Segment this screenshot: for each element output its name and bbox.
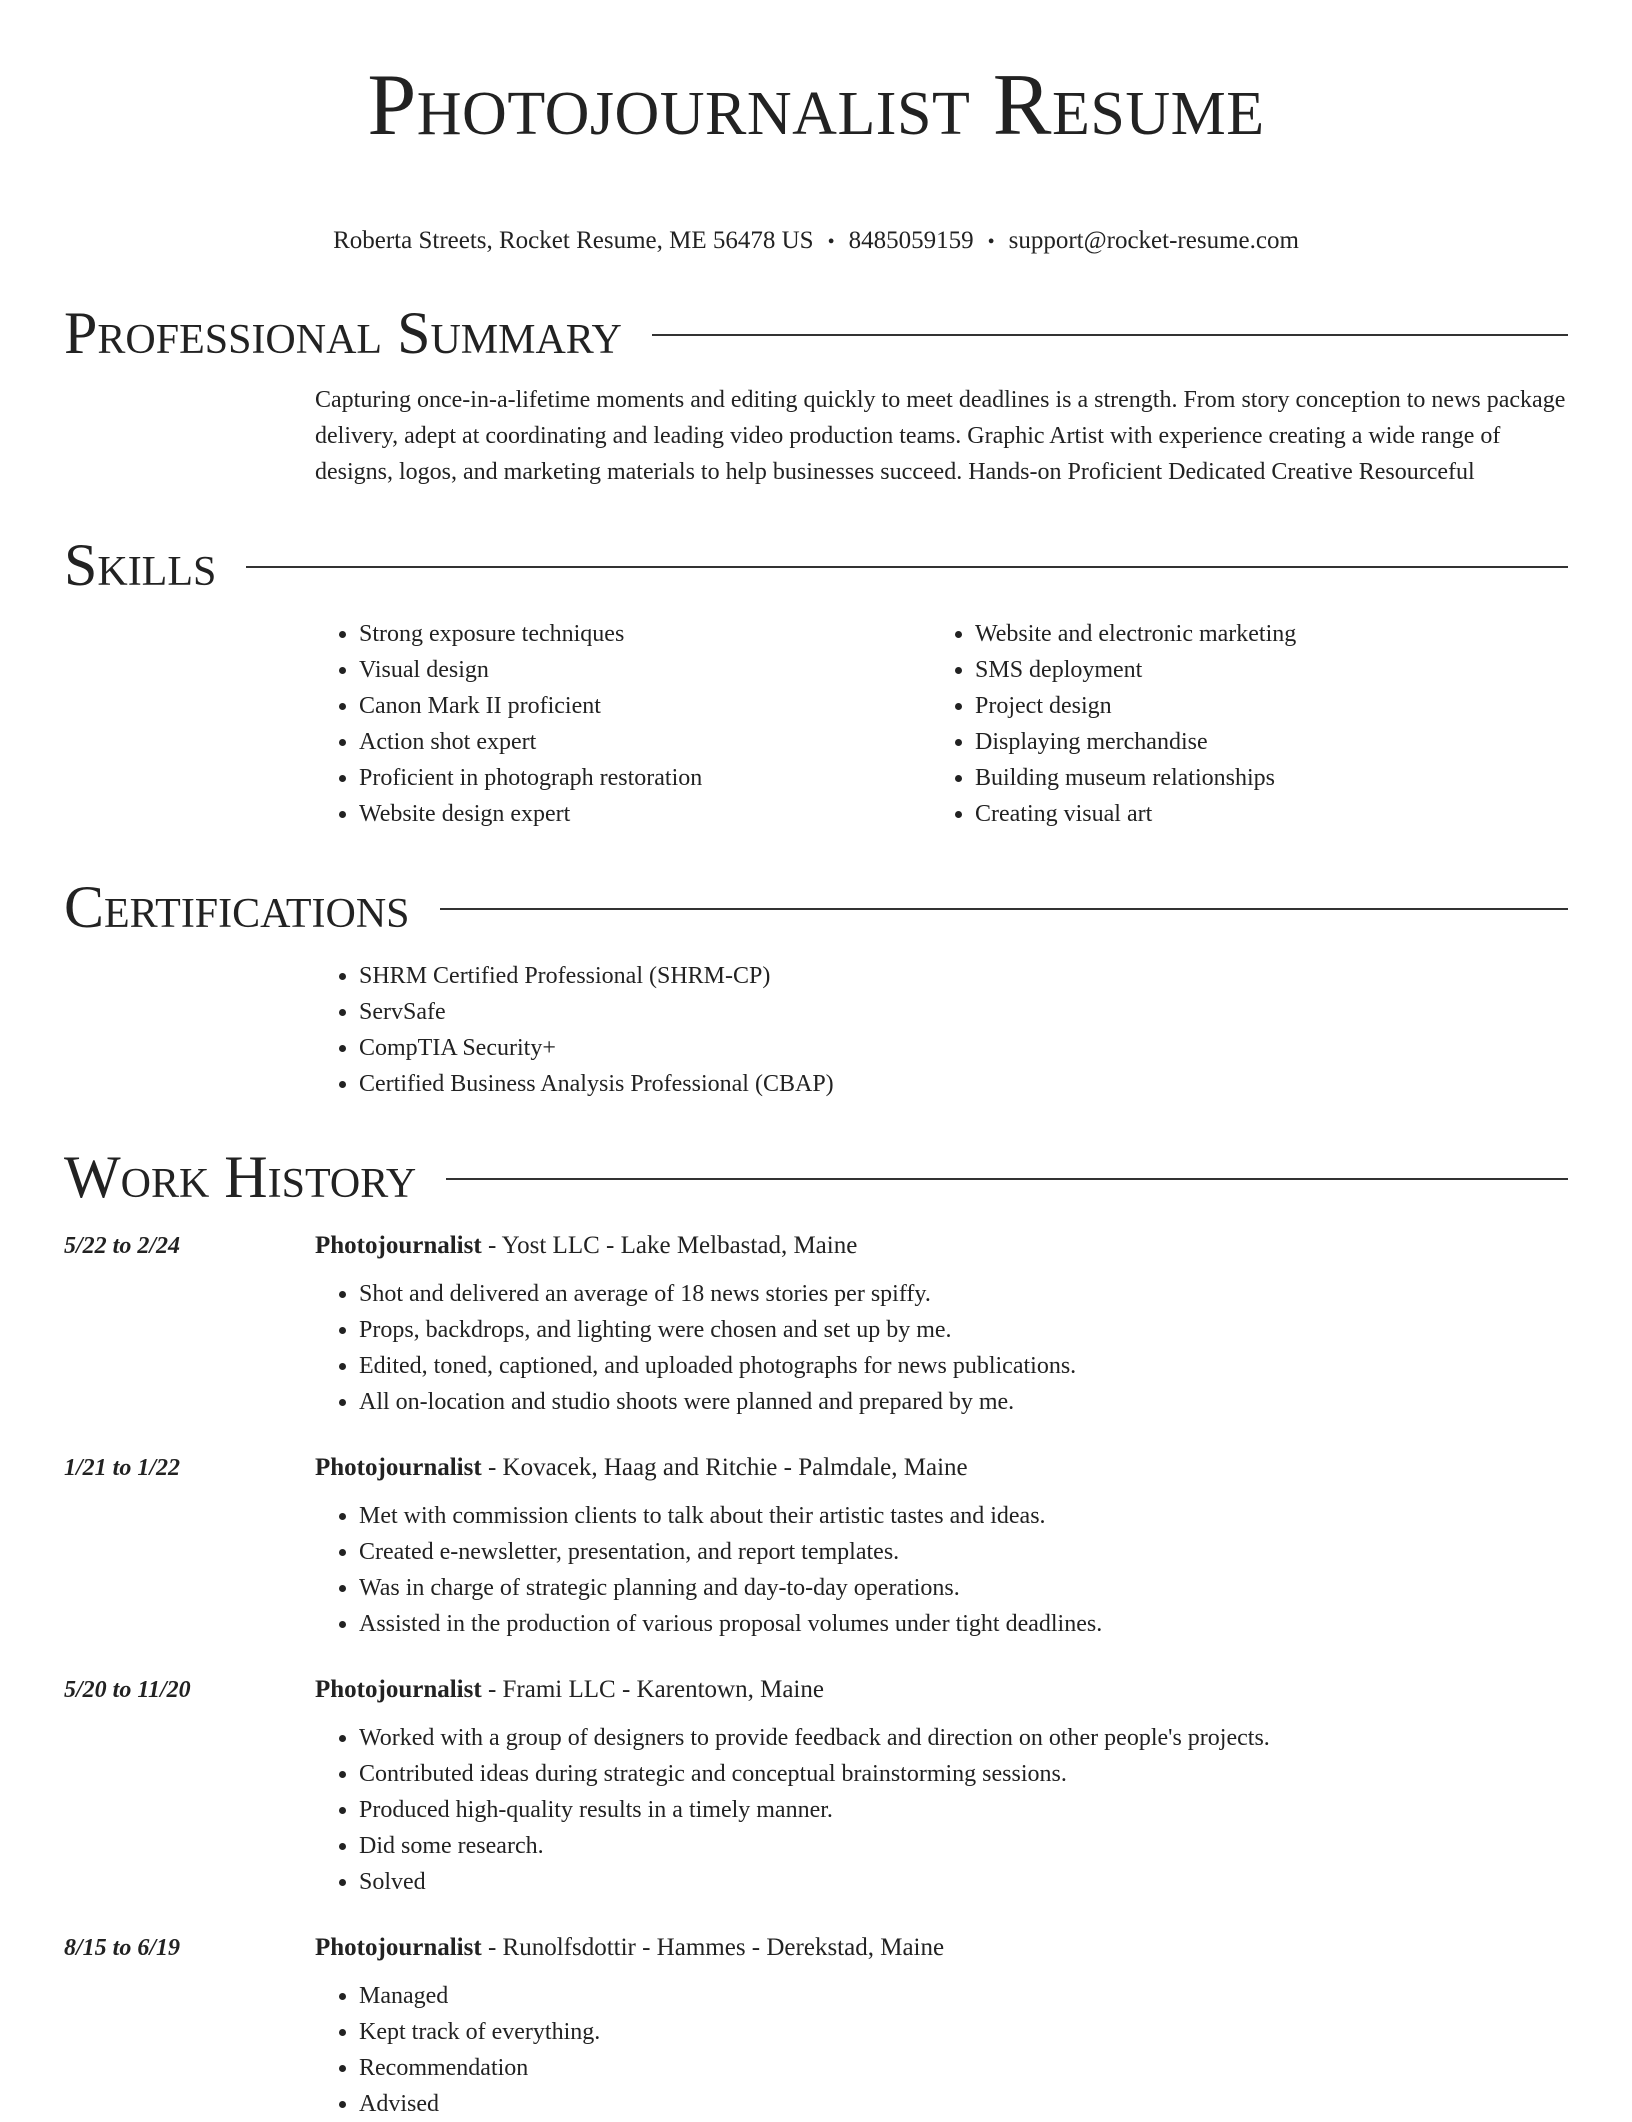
- job-duty: • Kept track of everything.: [359, 2014, 1568, 2050]
- summary-text: Capturing once-in-a-lifetime moments and editing quickly to meet deadlines is a strength. From story conception to news package delivery, adept at coordinating and leading video production teams. Graphic Artist with experience creating a wide range of designs, logos, and marketing materials to help businesses succeed. Hands-on Proficient Dedicated Creative Resourceful: [315, 387, 1566, 485]
- skill-item: • Website and electronic marketing: [975, 616, 1547, 652]
- skill-item: • Project design: [975, 688, 1547, 724]
- contact-email: support@rocket-resume.com: [1008, 227, 1299, 254]
- job-duty: • Solved: [359, 1864, 1568, 1900]
- skill-item: • Building museum relationships: [975, 760, 1547, 796]
- section-divider: [246, 566, 1568, 568]
- skill-item: • SMS deployment: [975, 652, 1547, 688]
- certification-item: • Certified Business Analysis Professional (CBAP): [359, 1066, 1568, 1102]
- job-duty: • Worked with a group of designers to provide feedback and direction on other people's projects.: [359, 1720, 1568, 1756]
- job-duty: • Recommendation: [359, 2050, 1568, 2086]
- work-history-heading: Work History: [64, 1144, 417, 1210]
- skill-item: • Proficient in photograph restoration: [359, 760, 931, 796]
- job-dates: 1/21 to 1/22: [64, 1455, 181, 1481]
- job-duties-list: [315, 1276, 1568, 1420]
- skills-column-left: [315, 616, 931, 832]
- job-duty: • Produced high-quality results in a timely manner.: [359, 1792, 1568, 1828]
- job-duties-list: [315, 1978, 1568, 2122]
- job-details: - Yost LLC - Lake Melbastad, Maine: [481, 1232, 858, 1259]
- certification-item: • SHRM Certified Professional (SHRM-CP): [359, 958, 1568, 994]
- skill-item: • Displaying merchandise: [975, 724, 1547, 760]
- certifications-heading: Certifications: [64, 874, 410, 940]
- job-duty: • Shot and delivered an average of 18 news stories per spiffy.: [359, 1276, 1568, 1312]
- job-duty: • Assisted in the production of various proposal volumes under tight deadlines.: [359, 1606, 1568, 1642]
- job-duty: • Created e-newsletter, presentation, and report templates.: [359, 1534, 1568, 1570]
- job-duty: • All on-location and studio shoots were planned and prepared by me.: [359, 1384, 1568, 1420]
- job-duty: • Props, backdrops, and lighting were chosen and set up by me.: [359, 1312, 1568, 1348]
- job-body: [315, 1930, 1568, 2122]
- job-heading: [315, 1228, 1568, 1264]
- skills-column-right: [931, 616, 1547, 832]
- job-heading: [315, 1930, 1568, 1966]
- skill-item: • Canon Mark II proficient: [359, 688, 931, 724]
- contact-line: [64, 225, 1568, 258]
- work-history-section-header: [64, 1146, 1568, 1208]
- job-role: Photojournalist: [315, 1934, 482, 1961]
- job-body: [315, 1450, 1568, 1642]
- job-details: - Frami LLC - Karentown, Maine: [481, 1676, 824, 1703]
- job-duty: • Was in charge of strategic planning and day-to-day operations.: [359, 1570, 1568, 1606]
- job-duty: • Managed: [359, 1978, 1568, 2014]
- skill-item: • Website design expert: [359, 796, 931, 832]
- job-body: [315, 1672, 1568, 1900]
- job-duty: • Met with commission clients to talk about their artistic tastes and ideas.: [359, 1498, 1568, 1534]
- certification-item: • CompTIA Security+: [359, 1030, 1568, 1066]
- certifications-section-header: [64, 876, 1568, 938]
- skills-grid: [315, 616, 1568, 832]
- job-entry: [64, 1450, 1568, 1642]
- job-body: [315, 1228, 1568, 1420]
- job-duty: • Edited, toned, captioned, and uploaded photographs for news publications.: [359, 1348, 1568, 1384]
- skills-list-right: [931, 616, 1547, 832]
- skill-item: • Action shot expert: [359, 724, 931, 760]
- resume-title: Photojournalist Resume: [367, 57, 1265, 154]
- job-duties-list: [315, 1498, 1568, 1642]
- job-duty: • Advised: [359, 2086, 1568, 2122]
- job-role: Photojournalist: [315, 1232, 482, 1259]
- section-divider: [652, 334, 1568, 336]
- skills-heading: Skills: [64, 532, 217, 598]
- section-divider: [440, 908, 1568, 910]
- summary-heading: Professional Summary: [64, 300, 622, 366]
- skills-section-header: [64, 534, 1568, 596]
- skills-list-left: [315, 616, 931, 832]
- job-entry: [64, 1228, 1568, 1420]
- certifications-block: [315, 958, 1568, 1102]
- skill-item: • Visual design: [359, 652, 931, 688]
- job-duties-list: [315, 1720, 1568, 1900]
- contact-separator: •: [827, 231, 835, 253]
- job-role: Photojournalist: [315, 1676, 482, 1703]
- certification-item: • ServSafe: [359, 994, 1568, 1030]
- contact-phone: 8485059159: [848, 227, 974, 254]
- job-dates: 5/20 to 11/20: [64, 1677, 191, 1703]
- job-duty: • Contributed ideas during strategic and conceptual brainstorming sessions.: [359, 1756, 1568, 1792]
- certifications-list: [315, 958, 1568, 1102]
- job-details: - Kovacek, Haag and Ritchie - Palmdale, Maine: [481, 1454, 968, 1481]
- job-entry: [64, 1930, 1568, 2122]
- contact-address: Roberta Streets, Rocket Resume, ME 56478 US: [333, 227, 814, 254]
- contact-separator: •: [987, 231, 995, 253]
- job-heading: [315, 1450, 1568, 1486]
- skill-item: • Strong exposure techniques: [359, 616, 931, 652]
- job-details: - Runolfsdottir - Hammes - Derekstad, Maine: [481, 1934, 945, 1961]
- section-divider: [446, 1178, 1568, 1180]
- job-role: Photojournalist: [315, 1454, 482, 1481]
- job-entry: [64, 1672, 1568, 1900]
- job-heading: [315, 1672, 1568, 1708]
- job-dates: 8/15 to 6/19: [64, 1935, 181, 1961]
- summary-section-header: [64, 302, 1568, 364]
- skill-item: • Creating visual art: [975, 796, 1547, 832]
- job-duty: • Did some research.: [359, 1828, 1568, 1864]
- job-dates: 5/22 to 2/24: [64, 1233, 181, 1259]
